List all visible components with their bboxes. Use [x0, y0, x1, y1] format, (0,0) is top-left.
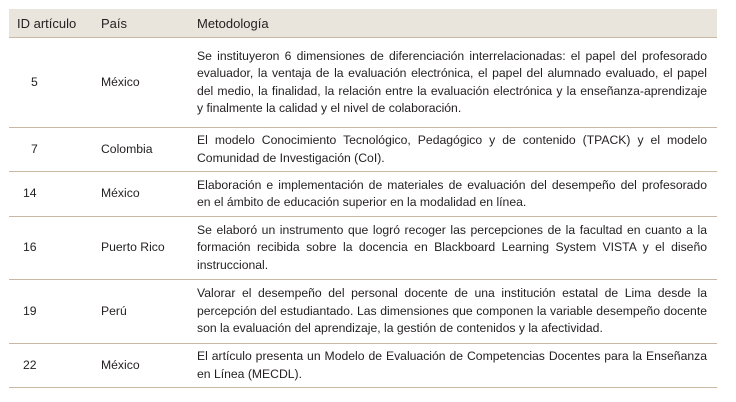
table-body	[9, 38, 717, 388]
cell-methodology: Valorar el desempeño del personal docente de una institución estatal de Lima desde la percepción del estudiantado. Las dimensiones que componen la variable desempeño docente son la evaluación del aprendizaje, la gestión de contenidos y la afectividad.	[189, 280, 717, 344]
cell-id: 5	[9, 38, 93, 128]
cell-country: Colombia	[93, 128, 189, 172]
methodology-table	[9, 9, 717, 388]
cell-id: 14	[9, 172, 93, 217]
table-row	[9, 280, 717, 344]
header-row	[9, 9, 717, 38]
cell-methodology: Se instituyeron 6 dimensiones de diferenciación interrelacionadas: el papel del profesorado evaluador, la ventaja de la evaluación electrónica, el papel del alumnado evaluado, el papel del medio, la finalidad, la relación entre la evaluación electrónica y la enseñanza-aprendizaje y finalmente la calidad y el nivel de colaboración.	[189, 38, 717, 128]
cell-country: México	[93, 38, 189, 128]
cell-country: México	[93, 172, 189, 217]
cell-id: 22	[9, 344, 93, 388]
header-id: ID artículo	[9, 9, 93, 38]
cell-country: Puerto Rico	[93, 217, 189, 280]
cell-methodology: El artículo presenta un Modelo de Evaluación de Competencias Docentes para la Enseñanza en Línea (MECDL).	[189, 344, 717, 388]
table-header	[9, 9, 717, 38]
cell-id: 7	[9, 128, 93, 172]
cell-country: Perú	[93, 280, 189, 344]
table-row	[9, 344, 717, 388]
cell-methodology: El modelo Conocimiento Tecnológico, Pedagógico y de contenido (TPACK) y el modelo Comunidad de Investigación (CoI).	[189, 128, 717, 172]
table-row	[9, 172, 717, 217]
cell-country: México	[93, 344, 189, 388]
cell-methodology: Elaboración e implementación de materiales de evaluación del desempeño del profesorado en el ámbito de educación superior en la modalidad en línea.	[189, 172, 717, 217]
cell-id: 19	[9, 280, 93, 344]
header-methodology: Metodología	[189, 9, 717, 38]
table-row	[9, 128, 717, 172]
cell-id: 16	[9, 217, 93, 280]
header-country: País	[93, 9, 189, 38]
table-row	[9, 38, 717, 128]
methodology-table-container	[9, 9, 717, 388]
cell-methodology: Se elaboró un instrumento que logró recoger las percepciones de la facultad en cuanto a la formación recibida sobre la docencia en Blackboard Learning System VISTA y el diseño instruccional.	[189, 217, 717, 280]
table-row	[9, 217, 717, 280]
